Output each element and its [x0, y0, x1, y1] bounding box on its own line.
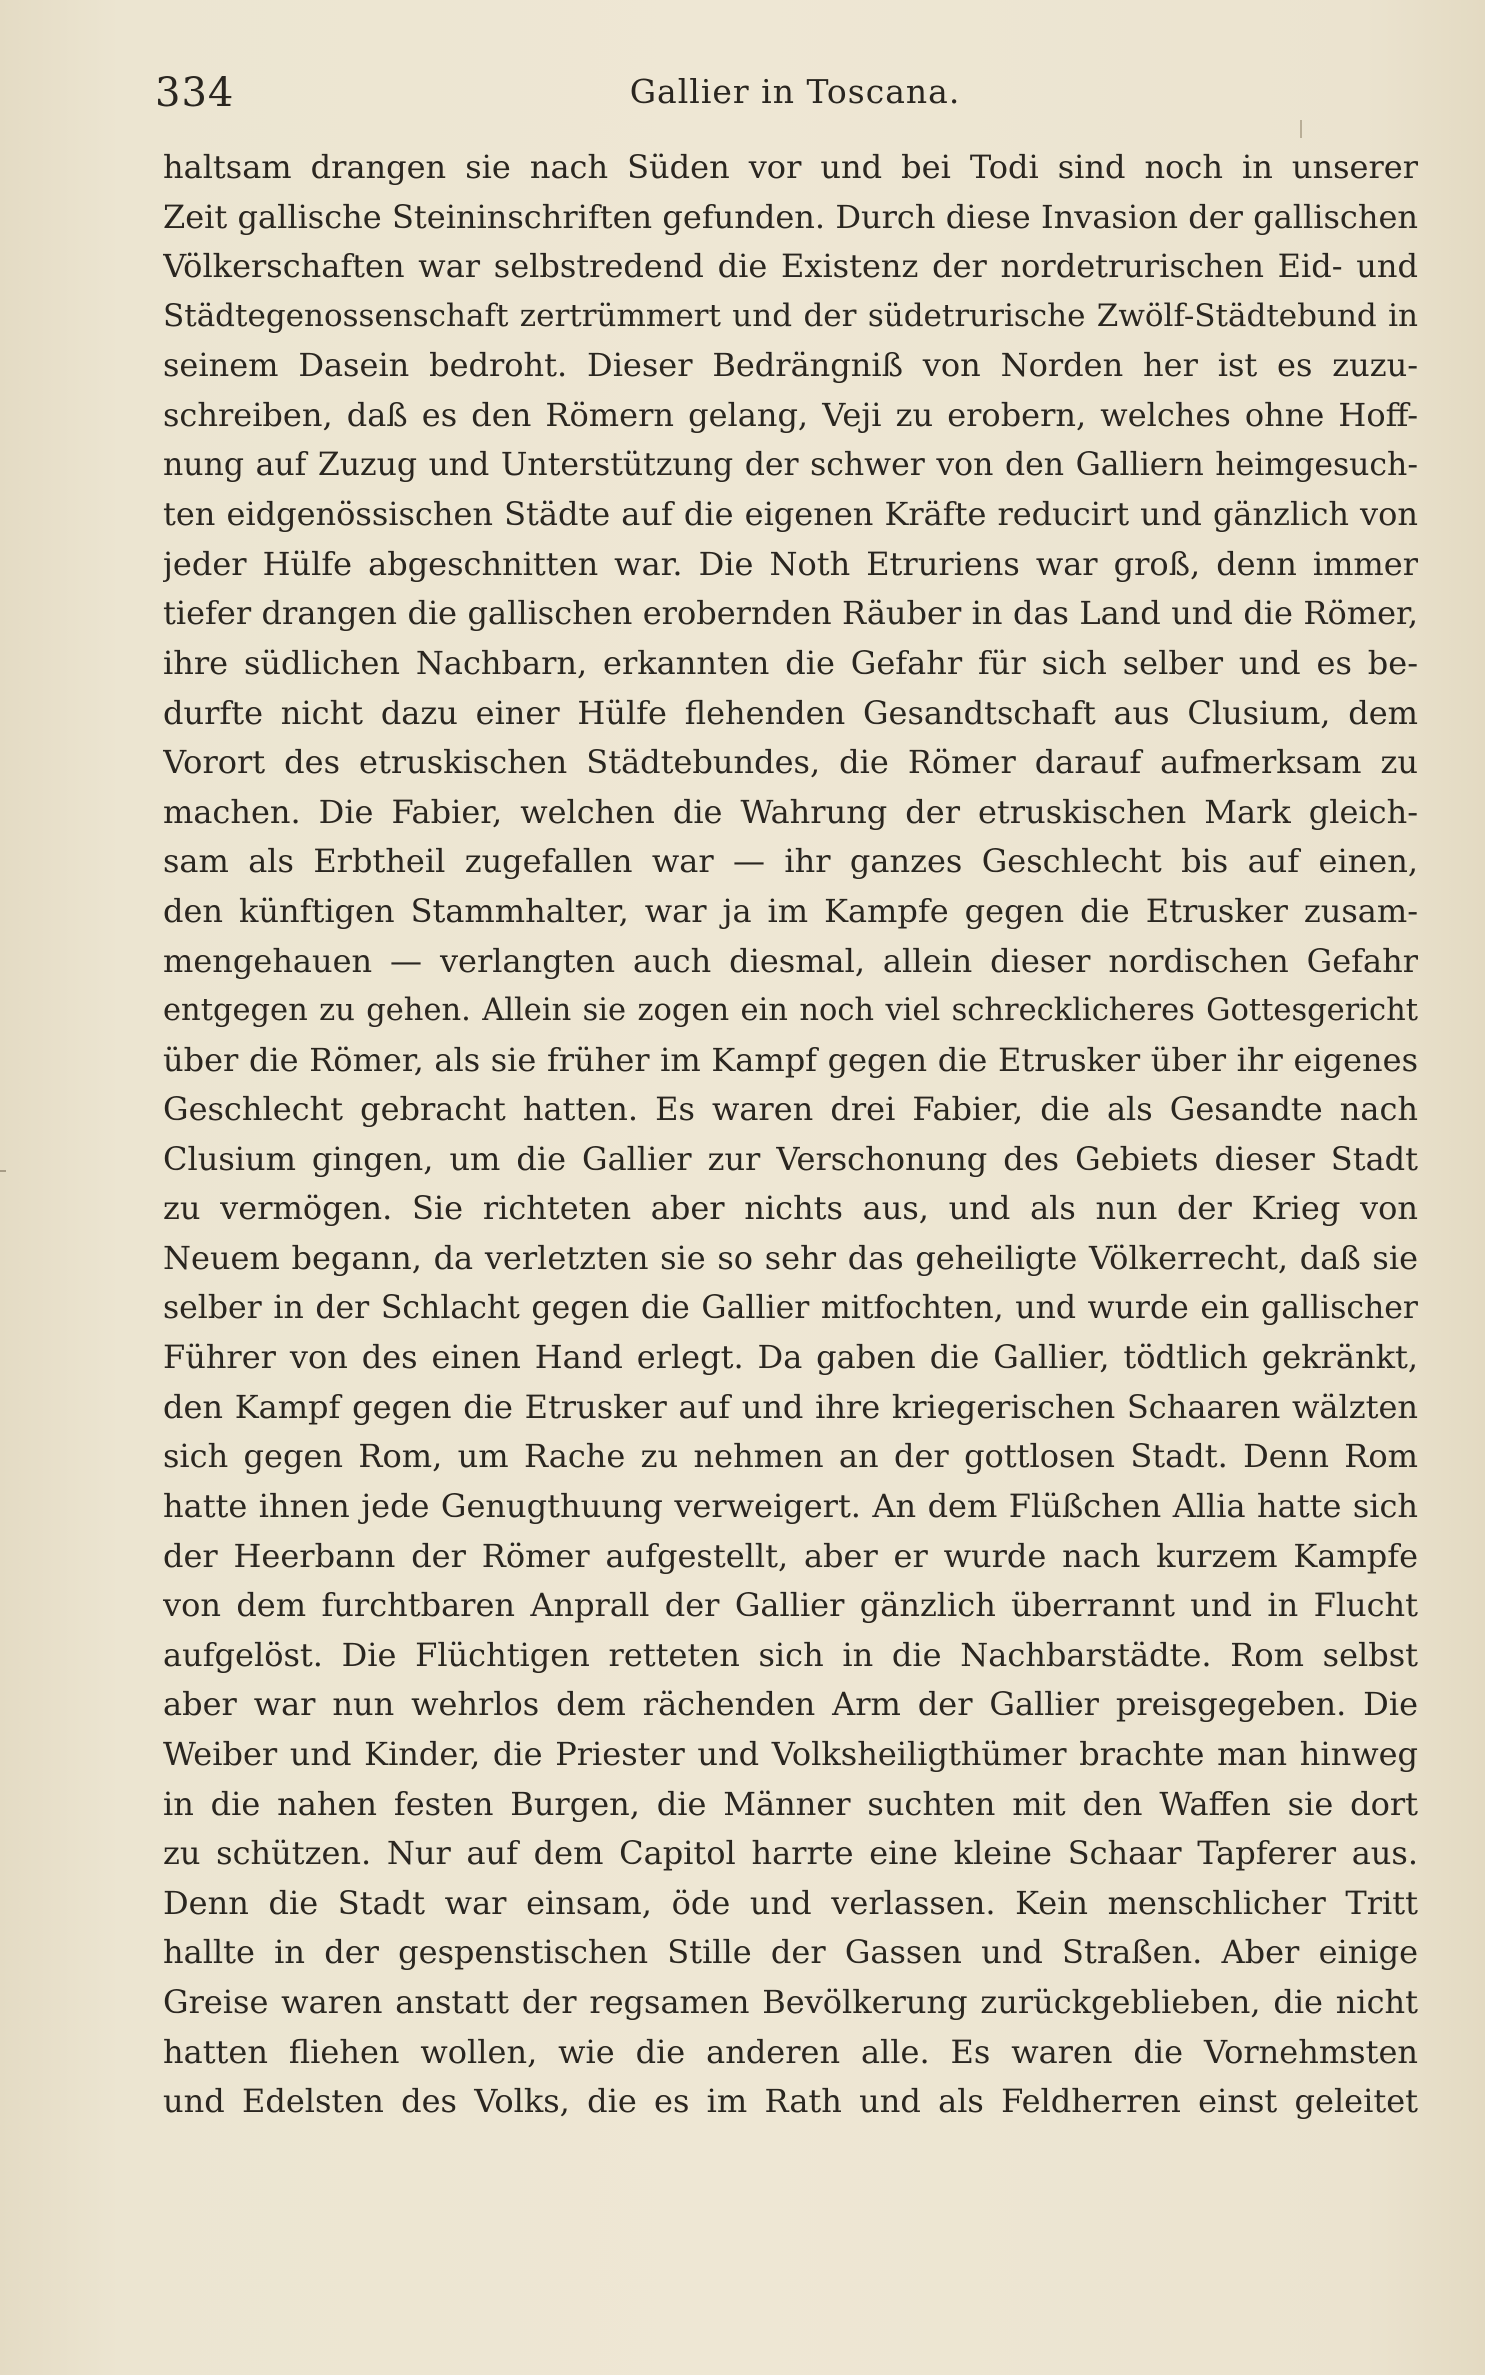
text-line: aber war nun wehrlos dem rächenden Arm der Gallier preisgegeben. Die	[163, 1685, 1418, 1724]
text-line: mengehauen — verlangten auch diesmal, allein dieser nordischen Gefahr	[163, 941, 1418, 980]
text-line: Denn die Stadt war einsam, öde und verlassen. Kein menschlicher Tritt	[163, 1883, 1418, 1922]
text-line: der Heerbann der Römer aufgestellt, aber er wurde nach kurzem Kampfe	[163, 1536, 1418, 1575]
text-line: zu vermögen. Sie richteten aber nichts aus, und als nun der Krieg von	[163, 1189, 1418, 1228]
running-title: Gallier in Toscana.	[629, 72, 961, 111]
text-line: hatte ihnen jede Genugthuung verweigert. An dem Flüßchen Allia hatte sich	[163, 1487, 1418, 1526]
text-line: über die Römer, als sie früher im Kampf gegen die Etrusker über ihr eigenes	[163, 1040, 1418, 1079]
text-line: Städtegenossenschaft zertrümmert und der südetrurische Zwölf-Städtebund in	[163, 297, 1418, 334]
text-line: Geschlecht gebracht hatten. Es waren drei Fabier, die als Gesandte nach	[163, 1090, 1418, 1129]
text-line: sich gegen Rom, um Rache zu nehmen an der gottlosen Stadt. Denn Rom	[163, 1437, 1418, 1476]
body-text	[163, 143, 1418, 2127]
text-line: haltsam drangen sie nach Süden vor und bei Todi sind noch in unserer	[163, 148, 1418, 186]
text-line: Führer von des einen Hand erlegt. Da gaben die Gallier, tödtlich gekränkt,	[163, 1338, 1418, 1377]
text-line: von dem furchtbaren Anprall der Gallier gänzlich überrannt und in Flucht	[163, 1586, 1418, 1625]
text-line: hatten fliehen wollen, wie die anderen alle. Es waren die Vornehmsten	[163, 2032, 1418, 2071]
text-line: schreiben, daß es den Römern gelang, Veji zu erobern, welches ohne Hoff-	[163, 395, 1418, 434]
text-line: hallte in der gespenstischen Stille der Gassen und Straßen. Aber einige	[163, 1933, 1418, 1972]
left-margin-mark	[0, 1170, 6, 1172]
text-line: entgegen zu gehen. Allein sie zogen ein noch viel schrecklicheres Gottesgericht	[163, 993, 1418, 1029]
text-line: ihre südlichen Nachbarn, erkannten die Gefahr für sich selber und es be-	[163, 643, 1418, 682]
margin-mark	[1300, 120, 1302, 138]
text-line: tiefer drangen die gallischen erobernden Räuber in das Land und die Römer,	[163, 594, 1418, 633]
text-line: seinem Dasein bedroht. Dieser Bedrängniß von Norden her ist es zuzu-	[163, 346, 1418, 385]
page-number: 334	[155, 70, 235, 116]
text-line: Greise waren anstatt der regsamen Bevölkerung zurückgeblieben, die nicht	[163, 1982, 1418, 2021]
text-line: den Kampf gegen die Etrusker auf und ihre kriegerischen Schaaren wälzten	[163, 1387, 1418, 1426]
text-line: machen. Die Fabier, welchen die Wahrung der etruskischen Mark gleich-	[163, 792, 1418, 831]
text-line: nung auf Zuzug und Unterstützung der schwer von den Galliern heimgesuch-	[163, 446, 1418, 483]
text-line: und Edelsten des Volks, die es im Rath und als Feldherren einst geleitet	[163, 2082, 1418, 2121]
text-line: sam als Erbtheil zugefallen war — ihr ganzes Geschlecht bis auf einen,	[163, 842, 1418, 881]
text-line: ten eidgenössischen Städte auf die eigenen Kräfte reducirt und gänzlich von	[163, 495, 1418, 534]
page-header	[155, 62, 1415, 122]
text-line: jeder Hülfe abgeschnitten war. Die Noth Etruriens war groß, denn immer	[163, 544, 1418, 583]
text-line: in die nahen festen Burgen, die Männer suchten mit den Waffen sie dort	[163, 1784, 1418, 1823]
text-line: Vorort des etruskischen Städtebundes, die Römer darauf aufmerksam zu	[163, 743, 1418, 782]
text-line: Clusium gingen, um die Gallier zur Verschonung des Gebiets dieser Stadt	[163, 1139, 1418, 1178]
text-line: durfte nicht dazu einer Hülfe flehenden Gesandtschaft aus Clusium, dem	[163, 693, 1418, 732]
text-line: Weiber und Kinder, die Priester und Volksheiligthümer brachte man hinweg	[163, 1735, 1418, 1773]
text-line: den künftigen Stammhalter, war ja im Kampfe gegen die Etrusker zusam-	[163, 891, 1418, 930]
text-line: Zeit gallische Steininschriften gefunden. Durch diese Invasion der gallischen	[163, 197, 1418, 236]
text-line: aufgelöst. Die Flüchtigen retteten sich in die Nachbarstädte. Rom selbst	[163, 1635, 1418, 1674]
text-line: Völkerschaften war selbstredend die Existenz der nordetrurischen Eid- und	[163, 247, 1418, 286]
text-line: Neuem begann, da verletzten sie so sehr das geheiligte Völkerrecht, daß sie	[163, 1239, 1418, 1278]
text-line: selber in der Schlacht gegen die Gallier mitfochten, und wurde ein gallischer	[163, 1289, 1418, 1326]
text-line: zu schützen. Nur auf dem Capitol harrte eine kleine Schaar Tapferer aus.	[163, 1834, 1418, 1873]
